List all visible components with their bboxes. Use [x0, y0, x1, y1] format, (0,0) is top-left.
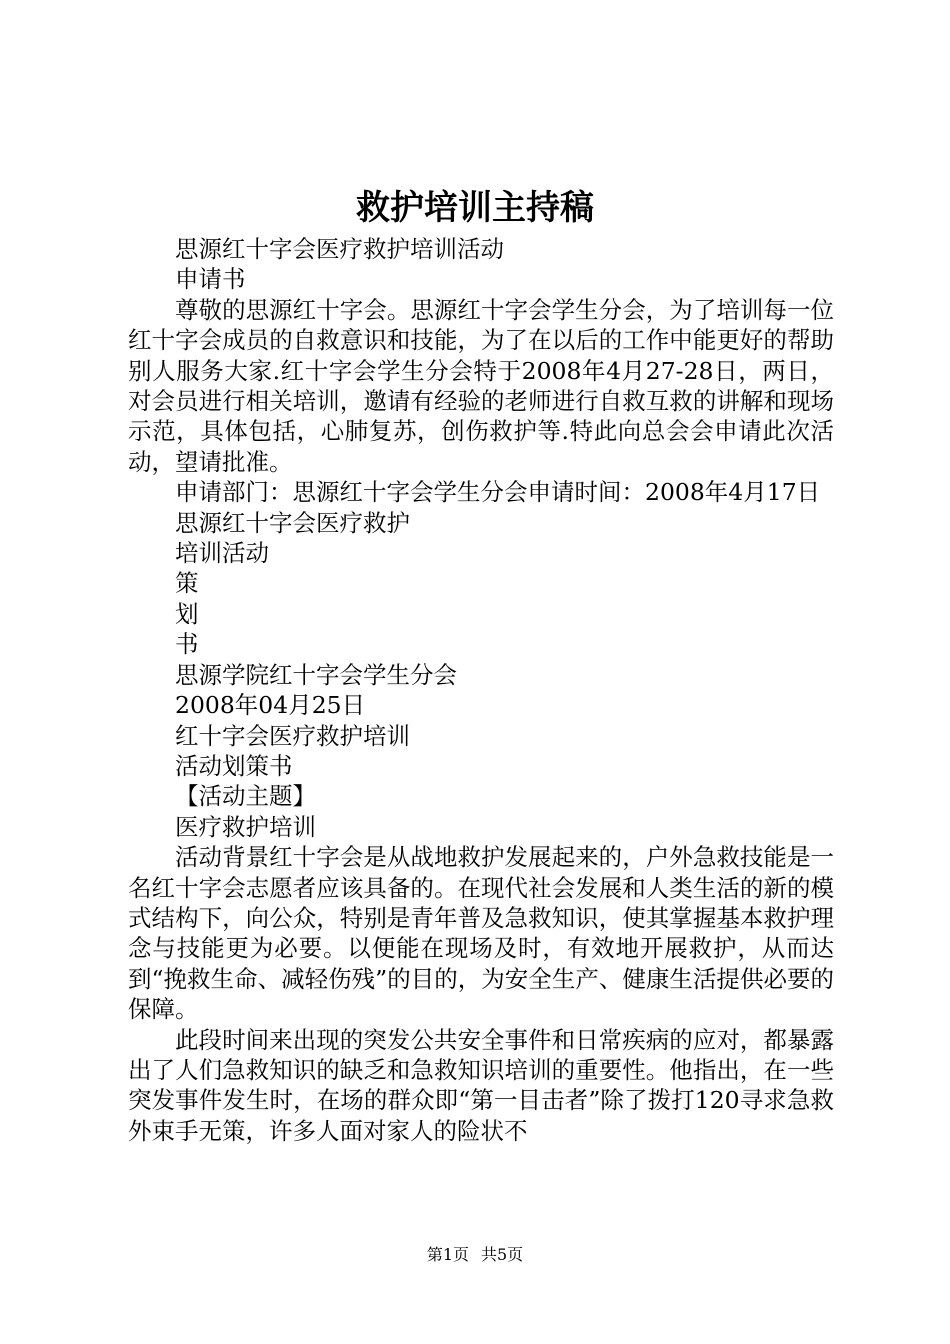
paragraph: 活动背景红十字会是从战地救护发展起来的，户外急救技能是一名红十字会志愿者应该具备的。在现代社会发展和人类生活的新的模式结构下，向公众，特别是青年普及急救知识，使其掌握基本救护理念与技能更为必要。以便能在现场及时，有效地开展救护，从而达到“挽救生命、减轻伤残”的目的，为安全生产、健康生活提供必要的保障。 [128, 843, 834, 1024]
paragraph: 申请部门：思源红十字会学生分会申请时间：2008年4月17日 [175, 478, 821, 507]
page-footer [0, 1243, 950, 1267]
document-body [128, 234, 834, 1146]
page-total: 共5页 [481, 1245, 524, 1264]
document-title: 救护培训主持稿 [356, 188, 594, 228]
paragraph: 划 [175, 599, 199, 628]
paragraph: 书 [175, 630, 199, 659]
paragraph: 2008年04月25日 [175, 691, 366, 720]
paragraph: 医疗救护培训 [175, 812, 316, 841]
paragraph: 【活动主题】 [175, 782, 316, 811]
paragraph: 红十字会医疗救护培训 [175, 721, 410, 750]
paragraph: 尊敬的思源红十字会。思源红十字会学生分会，为了培训每一位红十字会成员的自救意识和技能，为了在以后的工作中能更好的帮助别人服务大家.红十字会学生分会特于2008年4月27-28日，两日，对会员进行相关培训，邀请有经验的老师进行自救互救的讲解和现场示范，具体包括，心肺复苏，创伤救护等.特此向总会会申请此次活动，望请批准。 [128, 295, 834, 476]
paragraph: 思源红十字会医疗救护培训活动 [175, 235, 504, 263]
paragraph: 此段时间来出现的突发公共安全事件和日常疾病的应对，都暴露出了人们急救知识的缺乏和急救知识培训的重要性。他指出，在一些突发事件发生时，在场的群众即“第一目击者”除了拨打120寻求急救外束手无策，许多人面对家人的险状不 [128, 1025, 834, 1145]
paragraph: 策 [175, 569, 199, 598]
paragraph: 活动划策书 [175, 751, 293, 780]
paragraph: 思源学院红十字会学生分会 [175, 660, 457, 689]
paragraph: 培训活动 [175, 539, 269, 568]
page-number: 第1页 [426, 1245, 469, 1264]
paragraph: 思源红十字会医疗救护 [175, 508, 410, 537]
paragraph: 申请书 [175, 265, 246, 294]
